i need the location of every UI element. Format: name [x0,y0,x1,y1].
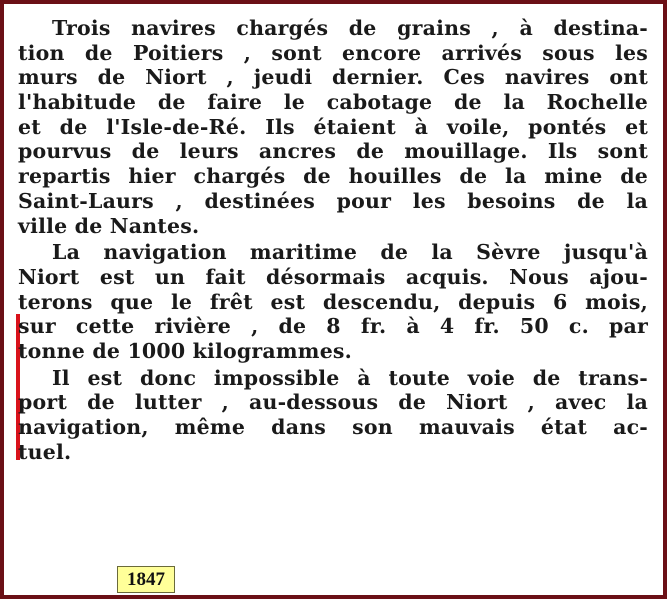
year-badge: 1847 [117,566,175,593]
text-line: La navigation maritime de la Sèvre jusqu'à [52,240,648,265]
text-line: l'habitude de faire le cabotage de la Rochelle [18,90,648,115]
paragraph-2-highlighted [18,240,648,363]
text-line: Il est donc impossible à toute voie de trans- [52,365,648,390]
text-line: repartis hier chargés de houilles de la mine de [18,164,648,189]
paragraph-1 [18,16,648,238]
paragraph-3 [18,366,648,465]
text-line: terons que le frêt est descendu, depuis 6 mois, [18,289,648,314]
text-line: ville de Nantes. [18,213,200,238]
text-line: tion de Poitiers , sont encore arrivés sous les [18,40,648,65]
text-line: tonne de 1000 kilogrammes. [18,338,353,363]
text-line: port de lutter , au-dessous de Niort , avec la [18,390,648,415]
text-line: Trois navires chargés de grains , à destina- [52,16,648,40]
text-line: Saint-Laurs , destinées pour les besoins de la [18,188,648,213]
text-line: sur cette rivière , de 8 fr. à 4 fr. 50 c. par [18,314,648,339]
text-line: Niort est un fait désormais acquis. Nous ajou- [18,264,648,289]
text-line: murs de Niort , jeudi dernier. Ces navires ont [18,65,648,90]
text-line: pourvus de leurs ancres de mouillage. Ils sont [18,139,648,164]
newspaper-clipping-text [18,16,648,464]
text-line: et de l'Isle-de-Ré. Ils étaient à voile, pontés et [18,114,648,139]
text-line: navigation, même dans son mauvais état ac- [18,415,648,439]
text-line: tuel. [18,439,72,464]
